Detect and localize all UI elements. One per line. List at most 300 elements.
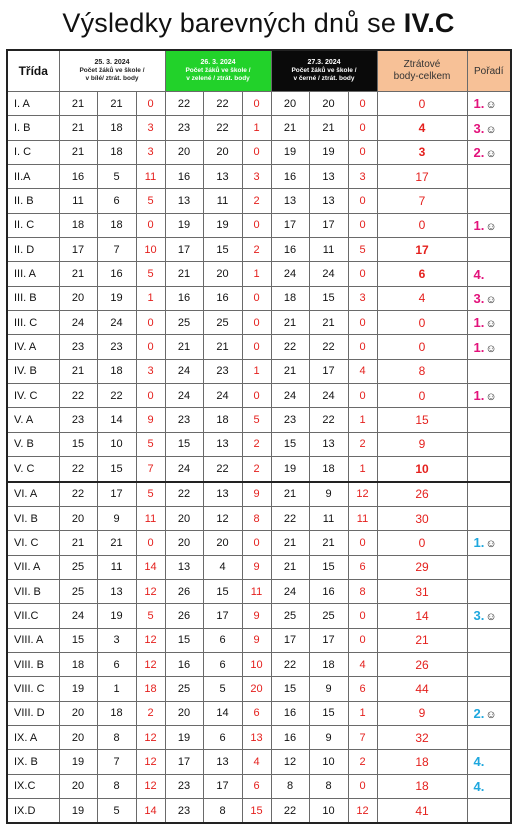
day2-lost-cell: 2 [242,238,271,262]
day2-total-cell: 22 [165,92,203,116]
table-row [7,628,511,652]
header-lost-points [377,50,467,92]
day1-total-cell: 24 [59,604,97,628]
page-title-main: Výsledky barevných dnů se [62,8,404,38]
order-number: 4. [473,754,485,770]
day2-total-cell: 24 [165,457,203,482]
day3-total-cell: 13 [271,189,309,213]
day3-lost-cell: 0 [348,116,377,140]
day1-lost-cell: 12 [136,774,165,798]
table-row [7,432,511,456]
day3-total-cell: 22 [271,506,309,530]
table-row [7,286,511,310]
lost-total-cell: 9 [377,701,467,725]
order-cell [467,531,511,555]
day3-total-cell: 22 [271,798,309,823]
day2-colored-cell: 11 [203,189,242,213]
lost-total-cell: 26 [377,482,467,507]
day1-lost-cell: 11 [136,506,165,530]
day2-lost-cell: 13 [242,725,271,749]
day1-total-cell: 18 [59,213,97,237]
day1-colored-cell: 16 [97,262,136,286]
day3-total-cell: 21 [271,555,309,579]
day3-colored-cell: 10 [309,750,348,774]
order-cell [467,457,511,482]
day3-lost-cell: 12 [348,482,377,507]
order-cell [467,604,511,628]
day1-total-cell: 20 [59,701,97,725]
day3-lost-cell: 1 [348,701,377,725]
day3-lost-cell: 0 [348,92,377,116]
smiley-icon: ☺ [485,538,497,551]
header-day3-line1: Počet žáků ve škole / [291,67,357,74]
day1-colored-cell: 13 [97,579,136,603]
day1-lost-cell: 5 [136,262,165,286]
day3-total-cell: 23 [271,408,309,432]
day2-colored-cell: 13 [203,432,242,456]
class-name-cell: V. A [7,408,59,432]
day1-colored-cell: 3 [97,628,136,652]
order-cell [467,335,511,359]
day3-colored-cell: 18 [309,457,348,482]
smiley-icon: ☺ [485,147,497,160]
table-row [7,457,511,482]
day3-lost-cell: 2 [348,750,377,774]
lost-total-cell: 17 [377,238,467,262]
class-name-cell: II.A [7,165,59,189]
header-day2 [165,50,271,92]
day1-colored-cell: 17 [97,482,136,507]
day1-colored-cell: 1 [97,677,136,701]
day3-lost-cell: 8 [348,579,377,603]
order-cell [467,92,511,116]
day3-total-cell: 22 [271,335,309,359]
day3-lost-cell: 0 [348,628,377,652]
day1-colored-cell: 14 [97,408,136,432]
class-name-cell: VII. A [7,555,59,579]
day1-lost-cell: 5 [136,482,165,507]
day1-total-cell: 24 [59,311,97,335]
class-name-cell: VI. B [7,506,59,530]
day2-lost-cell: 0 [242,213,271,237]
order-cell [467,774,511,798]
day1-lost-cell: 14 [136,798,165,823]
day2-total-cell: 25 [165,677,203,701]
table-row [7,750,511,774]
smiley-icon: ☺ [485,318,497,331]
header-day2-date: 26. 3. 2024 [200,59,236,66]
day1-lost-cell: 3 [136,359,165,383]
day3-total-cell: 16 [271,165,309,189]
smiley-icon: ☺ [485,220,497,233]
day2-total-cell: 26 [165,604,203,628]
day1-total-cell: 25 [59,579,97,603]
day1-total-cell: 21 [59,140,97,164]
class-name-cell: IV. C [7,384,59,408]
day2-colored-cell: 6 [203,628,242,652]
day3-lost-cell: 0 [348,335,377,359]
smiley-icon: ☺ [485,611,497,624]
order-cell [467,286,511,310]
day2-lost-cell: 4 [242,750,271,774]
day2-lost-cell: 6 [242,701,271,725]
lost-total-cell: 0 [377,384,467,408]
class-name-cell: II. D [7,238,59,262]
day2-total-cell: 13 [165,555,203,579]
order-cell [467,555,511,579]
day2-colored-cell: 17 [203,604,242,628]
day3-lost-cell: 0 [348,384,377,408]
table-row [7,311,511,335]
class-name-cell: II. C [7,213,59,237]
class-name-cell: VI. C [7,531,59,555]
day1-total-cell: 22 [59,457,97,482]
class-name-cell: VII. B [7,579,59,603]
day3-lost-cell: 5 [348,238,377,262]
day2-lost-cell: 8 [242,506,271,530]
day1-lost-cell: 0 [136,213,165,237]
day2-lost-cell: 3 [242,165,271,189]
day1-total-cell: 11 [59,189,97,213]
day3-total-cell: 19 [271,457,309,482]
day3-colored-cell: 19 [309,140,348,164]
smiley-icon: ☺ [485,391,497,404]
header-day3-line2: v černé / ztrát. body [293,75,355,82]
day3-colored-cell: 13 [309,432,348,456]
day3-total-cell: 21 [271,482,309,507]
day2-lost-cell: 20 [242,677,271,701]
day2-colored-cell: 13 [203,165,242,189]
day1-total-cell: 21 [59,262,97,286]
table-row [7,262,511,286]
day3-lost-cell: 4 [348,359,377,383]
day2-lost-cell: 9 [242,555,271,579]
day3-lost-cell: 3 [348,286,377,310]
day3-colored-cell: 13 [309,189,348,213]
class-name-cell: VI. A [7,482,59,507]
order-cell [467,359,511,383]
order-cell [467,140,511,164]
day1-lost-cell: 12 [136,652,165,676]
header-day3 [271,50,377,92]
day1-lost-cell: 9 [136,408,165,432]
table-row [7,238,511,262]
day3-lost-cell: 0 [348,262,377,286]
day1-colored-cell: 10 [97,432,136,456]
class-name-cell: II. B [7,189,59,213]
day2-lost-cell: 0 [242,384,271,408]
day2-lost-cell: 2 [242,457,271,482]
class-name-cell: VIII. B [7,652,59,676]
lost-total-cell: 10 [377,457,467,482]
lost-total-cell: 30 [377,506,467,530]
day1-lost-cell: 3 [136,140,165,164]
day2-colored-cell: 23 [203,359,242,383]
day1-colored-cell: 18 [97,213,136,237]
table-row [7,652,511,676]
day1-colored-cell: 6 [97,652,136,676]
class-name-cell: I. C [7,140,59,164]
day3-colored-cell: 22 [309,335,348,359]
day2-total-cell: 20 [165,140,203,164]
day3-colored-cell: 15 [309,286,348,310]
day1-total-cell: 19 [59,677,97,701]
day3-colored-cell: 21 [309,116,348,140]
order-number: 2. [473,144,485,160]
day1-total-cell: 21 [59,92,97,116]
table-row [7,408,511,432]
day2-total-cell: 16 [165,652,203,676]
lost-total-cell: 4 [377,286,467,310]
day1-total-cell: 17 [59,238,97,262]
header-order: Pořadí [467,50,511,92]
day2-total-cell: 24 [165,384,203,408]
day2-colored-cell: 4 [203,555,242,579]
day3-colored-cell: 20 [309,92,348,116]
day1-total-cell: 20 [59,506,97,530]
class-name-cell: I. A [7,92,59,116]
lost-total-cell: 6 [377,262,467,286]
day1-total-cell: 22 [59,482,97,507]
order-cell [467,628,511,652]
day3-colored-cell: 25 [309,604,348,628]
order-cell [467,677,511,701]
day1-lost-cell: 0 [136,311,165,335]
order-cell [467,262,511,286]
day1-lost-cell: 0 [136,92,165,116]
day3-lost-cell: 4 [348,652,377,676]
day2-colored-cell: 15 [203,579,242,603]
day1-total-cell: 22 [59,384,97,408]
day1-colored-cell: 6 [97,189,136,213]
day1-colored-cell: 8 [97,774,136,798]
order-number: 1. [473,315,485,331]
table-row [7,506,511,530]
order-number: 1. [473,217,485,233]
header-trida: Třída [7,50,59,92]
table-row [7,798,511,823]
day3-total-cell: 15 [271,677,309,701]
day3-colored-cell: 13 [309,165,348,189]
day1-lost-cell: 1 [136,286,165,310]
day1-lost-cell: 0 [136,335,165,359]
day2-colored-cell: 22 [203,92,242,116]
class-name-cell: VIII. C [7,677,59,701]
day3-total-cell: 21 [271,311,309,335]
day1-lost-cell: 0 [136,384,165,408]
day3-colored-cell: 16 [309,579,348,603]
day2-total-cell: 17 [165,238,203,262]
lost-total-cell: 14 [377,604,467,628]
order-cell [467,116,511,140]
day1-total-cell: 15 [59,432,97,456]
table-row [7,701,511,725]
day2-lost-cell: 2 [242,432,271,456]
class-name-cell: IX. A [7,725,59,749]
lost-total-cell: 26 [377,652,467,676]
day3-lost-cell: 0 [348,604,377,628]
order-cell [467,311,511,335]
day3-total-cell: 15 [271,432,309,456]
day1-lost-cell: 5 [136,432,165,456]
day3-colored-cell: 18 [309,652,348,676]
order-cell [467,432,511,456]
header-lost-line2: body-celkem [393,71,451,82]
day2-lost-cell: 0 [242,92,271,116]
lost-total-cell: 8 [377,359,467,383]
day2-total-cell: 22 [165,482,203,507]
day2-lost-cell: 1 [242,359,271,383]
day2-colored-cell: 22 [203,116,242,140]
header-day3-date: 27.3. 2024 [307,59,341,66]
table-row [7,92,511,116]
day2-colored-cell: 19 [203,213,242,237]
day2-lost-cell: 0 [242,335,271,359]
day2-total-cell: 24 [165,359,203,383]
day3-lost-cell: 12 [348,798,377,823]
order-number: 2. [473,705,485,721]
smiley-icon: ☺ [485,293,497,306]
day1-colored-cell: 18 [97,359,136,383]
day1-total-cell: 23 [59,335,97,359]
class-name-cell: VII.C [7,604,59,628]
order-cell [467,798,511,823]
lost-total-cell: 44 [377,677,467,701]
lost-total-cell: 29 [377,555,467,579]
table-row [7,116,511,140]
day2-colored-cell: 16 [203,286,242,310]
order-cell [467,506,511,530]
day1-lost-cell: 5 [136,189,165,213]
order-number: 4. [473,266,485,282]
day2-colored-cell: 20 [203,140,242,164]
day2-lost-cell: 0 [242,311,271,335]
table-row [7,531,511,555]
day1-lost-cell: 11 [136,165,165,189]
day3-colored-cell: 24 [309,384,348,408]
day1-colored-cell: 23 [97,335,136,359]
table-row [7,579,511,603]
class-name-cell: III. A [7,262,59,286]
smiley-icon: ☺ [485,342,497,355]
lost-total-cell: 32 [377,725,467,749]
day1-total-cell: 23 [59,408,97,432]
day1-colored-cell: 22 [97,384,136,408]
day2-total-cell: 13 [165,189,203,213]
day2-colored-cell: 25 [203,311,242,335]
day1-colored-cell: 9 [97,506,136,530]
day3-lost-cell: 0 [348,213,377,237]
day1-colored-cell: 15 [97,457,136,482]
results-table [6,49,512,824]
table-row [7,555,511,579]
day1-colored-cell: 18 [97,701,136,725]
order-cell [467,165,511,189]
day2-colored-cell: 13 [203,750,242,774]
page-title-class: IV.C [403,8,455,38]
day3-colored-cell: 17 [309,359,348,383]
day3-lost-cell: 3 [348,165,377,189]
day3-total-cell: 21 [271,359,309,383]
day3-total-cell: 21 [271,531,309,555]
day2-total-cell: 16 [165,286,203,310]
day1-lost-cell: 14 [136,555,165,579]
day2-total-cell: 17 [165,750,203,774]
day2-colored-cell: 6 [203,725,242,749]
day2-colored-cell: 6 [203,652,242,676]
day2-colored-cell: 14 [203,701,242,725]
table-row [7,774,511,798]
day1-colored-cell: 18 [97,116,136,140]
class-name-cell: VIII. D [7,701,59,725]
day2-lost-cell: 0 [242,140,271,164]
day3-total-cell: 18 [271,286,309,310]
table-row [7,335,511,359]
day2-colored-cell: 20 [203,531,242,555]
lost-total-cell: 3 [377,140,467,164]
day3-total-cell: 24 [271,384,309,408]
day3-total-cell: 25 [271,604,309,628]
day1-colored-cell: 7 [97,750,136,774]
day3-total-cell: 24 [271,262,309,286]
day3-lost-cell: 2 [348,432,377,456]
results-body [7,92,511,824]
day3-colored-cell: 15 [309,555,348,579]
order-number: 3. [473,608,485,624]
day3-colored-cell: 9 [309,677,348,701]
day2-total-cell: 26 [165,579,203,603]
day3-total-cell: 16 [271,725,309,749]
day1-colored-cell: 5 [97,798,136,823]
class-name-cell: V. C [7,457,59,482]
order-number: 1. [473,339,485,355]
smiley-icon: ☺ [485,99,497,112]
header-day1 [59,50,165,92]
order-number: 1. [473,535,485,551]
day1-total-cell: 21 [59,359,97,383]
order-cell [467,579,511,603]
day3-colored-cell: 9 [309,482,348,507]
lost-total-cell: 0 [377,335,467,359]
table-row [7,725,511,749]
day3-lost-cell: 6 [348,555,377,579]
table-row [7,140,511,164]
day1-lost-cell: 5 [136,604,165,628]
day1-total-cell: 20 [59,774,97,798]
lost-total-cell: 31 [377,579,467,603]
lost-total-cell: 17 [377,165,467,189]
order-cell [467,213,511,237]
day2-colored-cell: 13 [203,482,242,507]
day2-total-cell: 20 [165,701,203,725]
day2-total-cell: 23 [165,408,203,432]
day1-lost-cell: 18 [136,677,165,701]
day3-lost-cell: 6 [348,677,377,701]
day1-total-cell: 25 [59,555,97,579]
class-name-cell: IX. B [7,750,59,774]
header-day2-line2: v zelené / ztrát. body [186,75,250,82]
day2-total-cell: 23 [165,798,203,823]
lost-total-cell: 21 [377,628,467,652]
day1-colored-cell: 18 [97,140,136,164]
day3-colored-cell: 9 [309,725,348,749]
order-cell [467,652,511,676]
class-name-cell: III. C [7,311,59,335]
header-day1-line2: v bílé/ ztrát. body [85,75,139,82]
order-number: 3. [473,290,485,306]
table-row [7,384,511,408]
table-row [7,213,511,237]
